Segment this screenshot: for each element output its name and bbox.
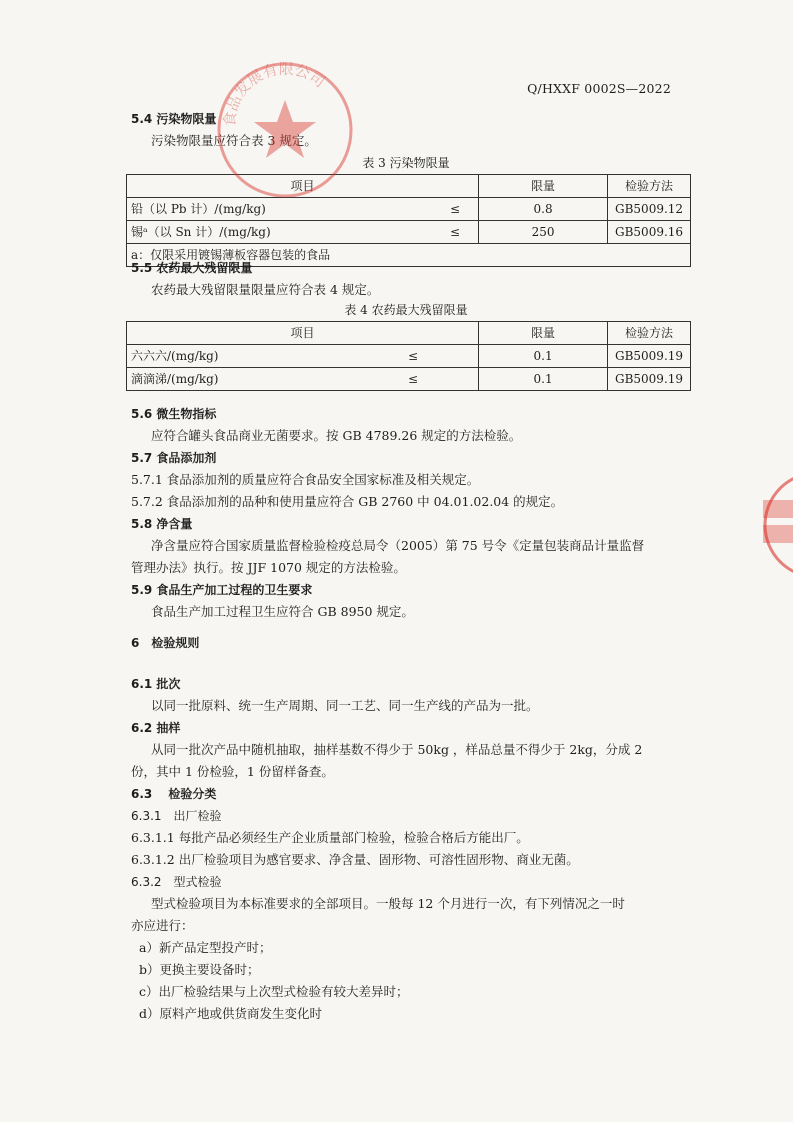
cell-item: 锡ᵃ（以 Sn 计）/(mg/kg) bbox=[127, 221, 416, 244]
table-note: a：仅限采用镀锡薄板容器包装的食品 bbox=[127, 244, 691, 267]
table-3 bbox=[126, 174, 691, 267]
paragraph: 亦应进行： bbox=[131, 918, 194, 933]
cell-item: 六六六/(mg/kg) bbox=[127, 345, 325, 368]
table-row bbox=[127, 345, 691, 368]
table-header-row bbox=[127, 322, 691, 345]
section-5-6 bbox=[131, 403, 691, 623]
section-title: 5.6 微生物指标 bbox=[131, 407, 217, 421]
cell-op: ≤ bbox=[415, 221, 478, 244]
cell-limit: 250 bbox=[479, 221, 608, 244]
col-header-limit: 限量 bbox=[479, 175, 608, 198]
section-title: 5.4 污染物限量 bbox=[131, 112, 217, 126]
paragraph: 净含量应符合国家质量监督检验检疫总局令（2005）第 75 号令《定量包装商品计量监督 bbox=[151, 538, 645, 553]
section-5-5 bbox=[131, 257, 691, 301]
section-6 bbox=[131, 673, 691, 1025]
paragraph: 以同一批原料、统一生产周期、同一工艺、同一生产线的产品为一批。 bbox=[151, 698, 539, 713]
table-3-block bbox=[126, 152, 686, 267]
cell-limit: 0.8 bbox=[479, 198, 608, 221]
table-caption: 表 4 农药最大残留限量 bbox=[344, 303, 468, 317]
col-header-limit: 限量 bbox=[479, 322, 608, 345]
edge-seal-icon bbox=[757, 470, 793, 580]
list-item: c）出厂检验结果与上次型式检验有较大差异时； bbox=[139, 984, 409, 999]
table-row bbox=[127, 198, 691, 221]
col-header-item: 项目 bbox=[127, 175, 479, 198]
cell-limit: 0.1 bbox=[479, 345, 608, 368]
svg-text:食品发展有限公司: 食品发展有限公司 bbox=[220, 60, 329, 128]
table-4-block bbox=[126, 299, 686, 391]
table-caption: 表 3 污染物限量 bbox=[362, 156, 450, 170]
paragraph: 从同一批次产品中随机抽取，抽样基数不得少于 50kg ，样品总量不得少于 2kg，分成 2 bbox=[151, 742, 643, 757]
col-header-method: 检验方法 bbox=[608, 322, 691, 345]
subsection-title: 6.3.2 型式检验 bbox=[131, 875, 222, 889]
cell-op: ≤ bbox=[415, 198, 478, 221]
section-title: 6.2 抽样 bbox=[131, 721, 181, 735]
cell-item: 滴滴涕/(mg/kg) bbox=[127, 368, 325, 391]
paragraph: 5.7.2 食品添加剂的品种和使用量应符合 GB 2760 中 04.01.02.04 的规定。 bbox=[131, 494, 564, 509]
col-header-method: 检验方法 bbox=[608, 175, 691, 198]
chapter-title: 6 检验规则 bbox=[131, 636, 200, 650]
cell-limit: 0.1 bbox=[479, 368, 608, 391]
paragraph: 农药最大残留限量限量应符合表 4 规定。 bbox=[151, 282, 380, 297]
paragraph: 应符合罐头食品商业无菌要求。按 GB 4789.26 规定的方法检验。 bbox=[151, 428, 522, 443]
paragraph: 6.3.1.1 每批产品必须经生产企业质量部门检验，检验合格后方能出厂。 bbox=[131, 830, 529, 845]
cell-method: GB5009.12 bbox=[608, 198, 691, 221]
paragraph: 5.7.1 食品添加剂的质量应符合食品安全国家标准及相关规定。 bbox=[131, 472, 480, 487]
cell-op: ≤ bbox=[325, 345, 479, 368]
cell-op: ≤ bbox=[325, 368, 479, 391]
col-header-item: 项目 bbox=[127, 322, 479, 345]
section-title: 5.8 净含量 bbox=[131, 517, 193, 531]
company-seal-icon bbox=[215, 60, 355, 200]
paragraph: 食品生产加工过程卫生应符合 GB 8950 规定。 bbox=[151, 604, 414, 619]
paragraph: 6.3.1.2 出厂检验项目为感官要求、净含量、固形物、可溶性固形物、商业无菌。 bbox=[131, 852, 579, 867]
list-item: d）原料产地或供货商发生变化时 bbox=[139, 1006, 323, 1021]
table-4 bbox=[126, 321, 691, 391]
section-title: 5.5 农药最大残留限量 bbox=[131, 261, 253, 275]
section-title: 6.3 检验分类 bbox=[131, 787, 217, 801]
chapter-6-title bbox=[131, 632, 691, 654]
list-item: b）更换主要设备时； bbox=[139, 962, 260, 977]
table-header-row bbox=[127, 175, 691, 198]
paragraph: 份，其中 1 份检验，1 份留样备查。 bbox=[131, 764, 334, 779]
paragraph: 污染物限量应符合表 3 规定。 bbox=[151, 133, 317, 148]
section-title: 6.1 批次 bbox=[131, 677, 181, 691]
subsection-title: 6.3.1 出厂检验 bbox=[131, 809, 222, 823]
table-row bbox=[127, 368, 691, 391]
cell-method: GB5009.19 bbox=[608, 368, 691, 391]
standard-code: Q/HXXF 0002S—2022 bbox=[527, 81, 671, 96]
table-row bbox=[127, 221, 691, 244]
paragraph: 型式检验项目为本标准要求的全部项目。一般每 12 个月进行一次，有下列情况之一时 bbox=[151, 896, 625, 911]
cell-item: 铅（以 Pb 计）/(mg/kg) bbox=[127, 198, 416, 221]
cell-method: GB5009.19 bbox=[608, 345, 691, 368]
cell-method: GB5009.16 bbox=[608, 221, 691, 244]
paragraph: 管理办法》执行。按 JJF 1070 规定的方法检验。 bbox=[131, 560, 406, 575]
section-title: 5.7 食品添加剂 bbox=[131, 451, 217, 465]
list-item: a）新产品定型投产时； bbox=[139, 940, 272, 955]
section-title: 5.9 食品生产加工过程的卫生要求 bbox=[131, 583, 313, 597]
